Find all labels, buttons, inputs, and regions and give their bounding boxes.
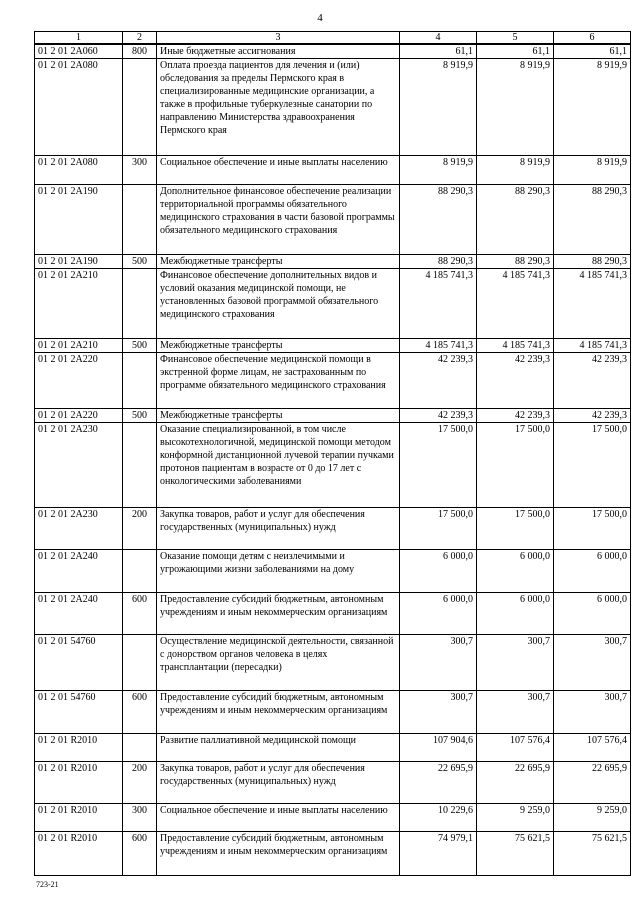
amount-col-4: 10 229,6	[400, 804, 477, 832]
row-description: Предоставление субсидий бюджетным, автономным учреждениям и иным некоммерческим организациям	[157, 593, 400, 635]
target-article-code: 01 2 01 R2010	[35, 762, 123, 804]
amount-col-5: 6 000,0	[477, 550, 554, 593]
table-row	[35, 353, 631, 409]
expense-type-code: 200	[123, 508, 157, 550]
amount-col-5: 4 185 741,3	[477, 339, 554, 353]
expense-type-code: 500	[123, 409, 157, 423]
target-article-code: 01 2 01 2А220	[35, 353, 123, 409]
row-description: Закупка товаров, работ и услуг для обеспечения государственных (муниципальных) нужд	[157, 762, 400, 804]
amount-col-6: 107 576,4	[554, 734, 631, 762]
amount-col-4: 74 979,1	[400, 832, 477, 876]
expense-type-code: 200	[123, 762, 157, 804]
row-description: Финансовое обеспечение медицинской помощи в экстренной форме лицам, не застрахованным по программе обязательного медицинского страхования	[157, 353, 400, 409]
expense-type-code	[123, 185, 157, 255]
page-number: 4	[317, 12, 323, 24]
budget-table	[34, 31, 631, 876]
table-row	[35, 635, 631, 691]
header-col-1: 1	[35, 32, 123, 45]
table-header-row	[35, 32, 631, 45]
expense-type-code: 300	[123, 804, 157, 832]
expense-type-code: 300	[123, 156, 157, 185]
amount-col-6: 9 259,0	[554, 804, 631, 832]
amount-col-5: 300,7	[477, 635, 554, 691]
target-article-code: 01 2 01 2А190	[35, 255, 123, 269]
row-description: Оказание специализированной, в том числе высокотехнологичной, медицинской помощи методом конформной дистанционной лучевой терапии пучками протонов пациентам в возрасте от 0 до 17 лет с онкологическими заболеваниями	[157, 423, 400, 508]
amount-col-6: 42 239,3	[554, 409, 631, 423]
target-article-code: 01 2 01 54760	[35, 635, 123, 691]
target-article-code: 01 2 01 2А190	[35, 185, 123, 255]
target-article-code: 01 2 01 2А240	[35, 550, 123, 593]
amount-col-5: 107 576,4	[477, 734, 554, 762]
amount-col-4: 42 239,3	[400, 353, 477, 409]
amount-col-4: 4 185 741,3	[400, 339, 477, 353]
row-description: Социальное обеспечение и иные выплаты населению	[157, 156, 400, 185]
expense-type-code: 600	[123, 832, 157, 876]
expense-type-code: 600	[123, 593, 157, 635]
amount-col-5: 42 239,3	[477, 409, 554, 423]
table-row	[35, 832, 631, 876]
amount-col-5: 61,1	[477, 44, 554, 59]
target-article-code: 01 2 01 2А210	[35, 269, 123, 339]
amount-col-6: 17 500,0	[554, 423, 631, 508]
table-row	[35, 734, 631, 762]
expense-type-code: 800	[123, 44, 157, 59]
row-description: Предоставление субсидий бюджетным, автономным учреждениям и иным некоммерческим организациям	[157, 691, 400, 734]
row-description: Социальное обеспечение и иные выплаты населению	[157, 804, 400, 832]
table-row	[35, 423, 631, 508]
amount-col-6: 88 290,3	[554, 185, 631, 255]
row-description: Развитие паллиативной медицинской помощи	[157, 734, 400, 762]
amount-col-4: 4 185 741,3	[400, 269, 477, 339]
expense-type-code	[123, 353, 157, 409]
amount-col-6: 300,7	[554, 691, 631, 734]
target-article-code: 01 2 01 R2010	[35, 832, 123, 876]
target-article-code: 01 2 01 2А240	[35, 593, 123, 635]
amount-col-4: 42 239,3	[400, 409, 477, 423]
table-row	[35, 804, 631, 832]
table-row	[35, 409, 631, 423]
header-col-4: 4	[400, 32, 477, 45]
amount-col-6: 42 239,3	[554, 353, 631, 409]
amount-col-6: 8 919,9	[554, 156, 631, 185]
table-row	[35, 508, 631, 550]
target-article-code: 01 2 01 2А210	[35, 339, 123, 353]
amount-col-4: 22 695,9	[400, 762, 477, 804]
amount-col-4: 300,7	[400, 635, 477, 691]
row-description: Финансовое обеспечение дополнительных видов и условий оказания медицинской помощи, не установленных базовой программой обязательного медицинского страхования	[157, 269, 400, 339]
amount-col-5: 17 500,0	[477, 508, 554, 550]
amount-col-5: 8 919,9	[477, 156, 554, 185]
target-article-code: 01 2 01 54760	[35, 691, 123, 734]
table-body	[35, 44, 631, 876]
amount-col-4: 107 904,6	[400, 734, 477, 762]
amount-col-6: 22 695,9	[554, 762, 631, 804]
amount-col-5: 75 621,5	[477, 832, 554, 876]
target-article-code: 01 2 01 2А080	[35, 59, 123, 156]
table-row	[35, 550, 631, 593]
target-article-code: 01 2 01 2А220	[35, 409, 123, 423]
target-article-code: 01 2 01 2А060	[35, 44, 123, 59]
target-article-code: 01 2 01 2А230	[35, 423, 123, 508]
amount-col-5: 4 185 741,3	[477, 269, 554, 339]
amount-col-5: 300,7	[477, 691, 554, 734]
row-description: Межбюджетные трансферты	[157, 409, 400, 423]
amount-col-5: 17 500,0	[477, 423, 554, 508]
amount-col-5: 88 290,3	[477, 255, 554, 269]
amount-col-6: 8 919,9	[554, 59, 631, 156]
amount-col-6: 61,1	[554, 44, 631, 59]
amount-col-4: 8 919,9	[400, 59, 477, 156]
amount-col-6: 6 000,0	[554, 593, 631, 635]
table-row	[35, 691, 631, 734]
amount-col-5: 22 695,9	[477, 762, 554, 804]
table-row	[35, 593, 631, 635]
row-description: Межбюджетные трансферты	[157, 339, 400, 353]
row-description: Оплата проезда пациентов для лечения и (или) обследования за пределы Пермского края в специализированные медицинские организации, а также в профильные туберкулезные санатории по направлению Министерства здравоохранения Пермского края	[157, 59, 400, 156]
table-row	[35, 339, 631, 353]
amount-col-4: 8 919,9	[400, 156, 477, 185]
amount-col-6: 75 621,5	[554, 832, 631, 876]
row-description: Осуществление медицинской деятельности, связанной с донорством органов человека в целях трансплантации (пересадки)	[157, 635, 400, 691]
amount-col-4: 88 290,3	[400, 185, 477, 255]
amount-col-5: 88 290,3	[477, 185, 554, 255]
target-article-code: 01 2 01 R2010	[35, 804, 123, 832]
expense-type-code	[123, 550, 157, 593]
amount-col-4: 6 000,0	[400, 593, 477, 635]
table-row	[35, 269, 631, 339]
amount-col-6: 6 000,0	[554, 550, 631, 593]
target-article-code: 01 2 01 R2010	[35, 734, 123, 762]
amount-col-4: 300,7	[400, 691, 477, 734]
amount-col-5: 42 239,3	[477, 353, 554, 409]
amount-col-5: 9 259,0	[477, 804, 554, 832]
expense-type-code	[123, 734, 157, 762]
row-description: Оказание помощи детям с неизлечимыми и угрожающими жизни заболеваниями на дому	[157, 550, 400, 593]
table-row	[35, 255, 631, 269]
table-row	[35, 185, 631, 255]
footer-document-code: 723-21	[36, 880, 59, 889]
expense-type-code	[123, 269, 157, 339]
table-row	[35, 44, 631, 59]
row-description: Дополнительное финансовое обеспечение реализации территориальной программы обязательного медицинского страхования в части базовой программы обязательного медицинского страхования	[157, 185, 400, 255]
amount-col-4: 88 290,3	[400, 255, 477, 269]
row-description: Межбюджетные трансферты	[157, 255, 400, 269]
header-col-2: 2	[123, 32, 157, 45]
expense-type-code	[123, 59, 157, 156]
row-description: Предоставление субсидий бюджетным, автономным учреждениям и иным некоммерческим организациям	[157, 832, 400, 876]
amount-col-6: 4 185 741,3	[554, 339, 631, 353]
target-article-code: 01 2 01 2А230	[35, 508, 123, 550]
expense-type-code: 500	[123, 255, 157, 269]
amount-col-6: 17 500,0	[554, 508, 631, 550]
amount-col-5: 6 000,0	[477, 593, 554, 635]
expense-type-code: 600	[123, 691, 157, 734]
header-col-3: 3	[157, 32, 400, 45]
row-description: Иные бюджетные ассигнования	[157, 44, 400, 59]
amount-col-4: 6 000,0	[400, 550, 477, 593]
amount-col-6: 88 290,3	[554, 255, 631, 269]
table-row	[35, 762, 631, 804]
amount-col-6: 300,7	[554, 635, 631, 691]
amount-col-5: 8 919,9	[477, 59, 554, 156]
table-row	[35, 59, 631, 156]
amount-col-4: 61,1	[400, 44, 477, 59]
amount-col-4: 17 500,0	[400, 508, 477, 550]
header-col-6: 6	[554, 32, 631, 45]
amount-col-6: 4 185 741,3	[554, 269, 631, 339]
expense-type-code	[123, 635, 157, 691]
expense-type-code	[123, 423, 157, 508]
target-article-code: 01 2 01 2А080	[35, 156, 123, 185]
expense-type-code: 500	[123, 339, 157, 353]
header-col-5: 5	[477, 32, 554, 45]
amount-col-4: 17 500,0	[400, 423, 477, 508]
table-row	[35, 156, 631, 185]
row-description: Закупка товаров, работ и услуг для обеспечения государственных (муниципальных) нужд	[157, 508, 400, 550]
